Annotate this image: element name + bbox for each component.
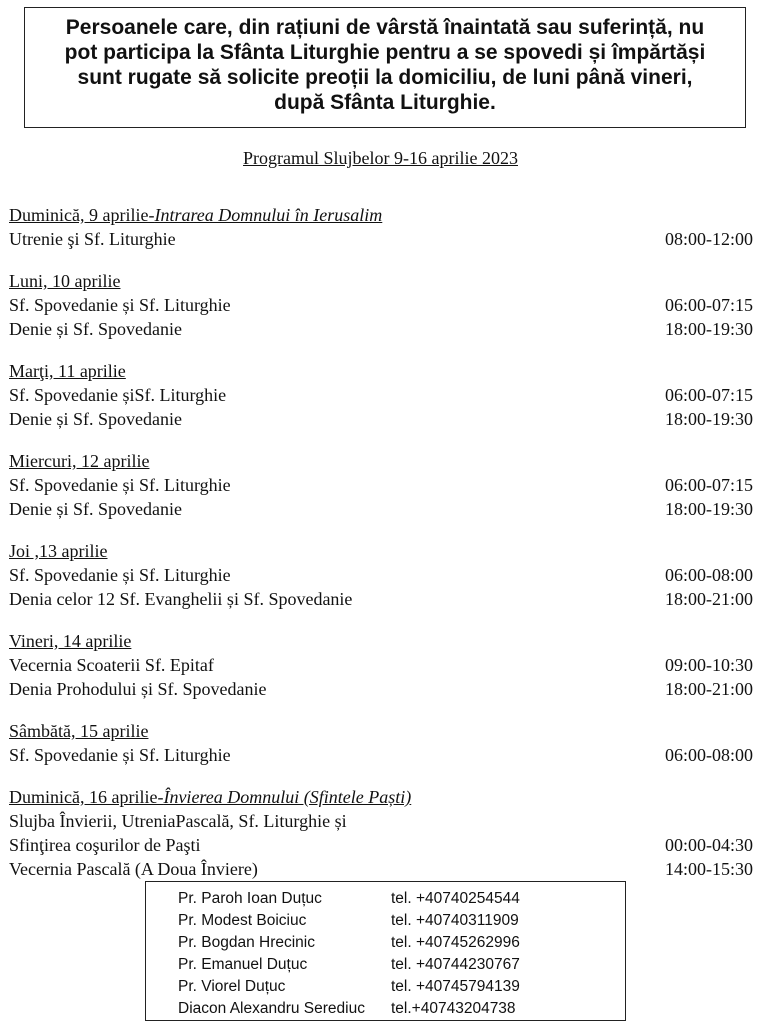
- contact-phone[interactable]: tel. +40740311909: [391, 912, 519, 929]
- contact-phone[interactable]: tel. +40745794139: [391, 978, 520, 995]
- notice-line: sunt rugate să solicite preoții la domiciliu, de luni până vineri,: [77, 66, 693, 89]
- notice-box: [24, 7, 746, 128]
- service-name: Sf. Spovedanie șiSf. Liturghie: [9, 385, 227, 405]
- day-date: Miercuri, 12 aprilie: [9, 451, 150, 471]
- day-saturday-15: [9, 719, 753, 767]
- service-time: 18:00-19:30: [665, 409, 753, 429]
- contact-name: Pr. Modest Boiciuc: [178, 912, 307, 929]
- service-time: 14:00-15:30: [665, 859, 753, 879]
- service-time: 18:00-19:30: [665, 319, 753, 339]
- service-name: Vecernia Pascală (A Doua Înviere): [9, 859, 258, 879]
- service-row: [9, 497, 753, 521]
- service-row: [9, 407, 753, 431]
- day-sunday-9: [9, 203, 753, 251]
- contact-row: [146, 976, 625, 998]
- service-time: 18:00-21:00: [665, 679, 753, 699]
- day-wednesday-12: [9, 449, 753, 521]
- service-row: [9, 473, 753, 497]
- service-time: 09:00-10:30: [665, 655, 753, 675]
- service-row: [9, 809, 753, 833]
- notice-line: Persoanele care, din rațiuni de vârstă înaintată sau suferință, nu: [65, 16, 705, 39]
- service-time: 18:00-19:30: [665, 499, 753, 519]
- service-row: [9, 317, 753, 341]
- service-row: [9, 383, 753, 407]
- day-date: Duminică, 16 aprilie-: [9, 787, 164, 807]
- day-date: Joi ,13 aprilie: [9, 541, 108, 561]
- contacts-box: [145, 881, 626, 1021]
- program-title-text: Programul Slujbelor 9-16 aprilie 2023: [243, 148, 518, 168]
- notice-line: pot participa la Sfânta Liturghie pentru a se spovedi și împărtăși: [64, 41, 706, 64]
- service-name: Vecernia Scoaterii Sf. Epitaf: [9, 655, 214, 675]
- day-heading: [9, 719, 753, 743]
- contact-name: Pr. Bogdan Hrecinic: [178, 934, 315, 951]
- feast-name: Intrarea Domnului în Ierusalim: [154, 205, 383, 225]
- day-date: Sâmbătă, 15 aprilie: [9, 721, 149, 741]
- contact-row: [146, 998, 625, 1020]
- service-row: [9, 293, 753, 317]
- contact-name: Pr. Emanuel Duțuc: [178, 956, 308, 973]
- contact-name: Pr. Viorel Duțuc: [178, 978, 286, 995]
- service-time: 06:00-07:15: [665, 295, 753, 315]
- service-row: [9, 563, 753, 587]
- service-row: [9, 677, 753, 701]
- service-name: Sf. Spovedanie și Sf. Liturghie: [9, 295, 231, 315]
- service-name: Sf. Spovedanie și Sf. Liturghie: [9, 475, 231, 495]
- feast-name: Învierea Domnului (Sfintele Paști): [163, 787, 412, 807]
- contact-row: [146, 888, 625, 910]
- contact-name: Diacon Alexandru Serediuc: [178, 1000, 365, 1017]
- service-name: Denia Prohodului și Sf. Spovedanie: [9, 679, 267, 699]
- day-thursday-13: [9, 539, 753, 611]
- notice-line: după Sfânta Liturghie.: [274, 91, 496, 114]
- day-date: Marţi, 11 aprilie: [9, 361, 126, 381]
- day-heading: [9, 203, 753, 227]
- contact-row: [146, 910, 625, 932]
- service-time: 00:00-04:30: [665, 835, 753, 855]
- service-name: Sf. Spovedanie și Sf. Liturghie: [9, 565, 231, 585]
- day-heading: [9, 539, 753, 563]
- service-time: 06:00-07:15: [665, 385, 753, 405]
- day-tuesday-11: [9, 359, 753, 431]
- service-row: [9, 743, 753, 767]
- service-row: [9, 653, 753, 677]
- service-time: 06:00-07:15: [665, 475, 753, 495]
- day-date: Duminică, 9 aprilie-: [9, 205, 155, 225]
- contact-phone[interactable]: tel. +40745262996: [391, 934, 520, 951]
- day-heading: [9, 629, 753, 653]
- service-time: 06:00-08:00: [665, 745, 753, 765]
- program-title: [0, 148, 761, 169]
- day-friday-14: [9, 629, 753, 701]
- contact-row: [146, 932, 625, 954]
- day-heading: [9, 449, 753, 473]
- contact-name: Pr. Paroh Ioan Duțuc: [178, 890, 322, 907]
- contact-phone[interactable]: tel. +40744230767: [391, 956, 520, 973]
- service-name: Slujba Învierii, UtreniaPascală, Sf. Liturghie și: [9, 811, 347, 831]
- day-monday-10: [9, 269, 753, 341]
- day-heading: [9, 269, 753, 293]
- service-row: [9, 227, 753, 251]
- day-heading: [9, 359, 753, 383]
- service-time: 18:00-21:00: [665, 589, 753, 609]
- service-name: Denie și Sf. Spovedanie: [9, 319, 182, 339]
- service-name: Denie și Sf. Spovedanie: [9, 409, 182, 429]
- contact-phone[interactable]: tel.+40743204738: [391, 1000, 516, 1017]
- service-time: 08:00-12:00: [665, 229, 753, 249]
- service-row: [9, 857, 753, 881]
- service-name: Sfinţirea coşurilor de Paşti: [9, 835, 201, 855]
- service-name: Utrenie şi Sf. Liturghie: [9, 229, 176, 249]
- service-name: Sf. Spovedanie și Sf. Liturghie: [9, 745, 231, 765]
- contact-phone[interactable]: tel. +40740254544: [391, 890, 520, 907]
- contact-row: [146, 954, 625, 976]
- service-time: 06:00-08:00: [665, 565, 753, 585]
- day-heading: [9, 785, 753, 809]
- schedule: [9, 203, 753, 899]
- service-name: Denia celor 12 Sf. Evanghelii și Sf. Spovedanie: [9, 589, 353, 609]
- day-sunday-16: [9, 785, 753, 881]
- service-name: Denie și Sf. Spovedanie: [9, 499, 182, 519]
- service-row: [9, 833, 753, 857]
- day-date: Vineri, 14 aprilie: [9, 631, 132, 651]
- day-date: Luni, 10 aprilie: [9, 271, 121, 291]
- service-row: [9, 587, 753, 611]
